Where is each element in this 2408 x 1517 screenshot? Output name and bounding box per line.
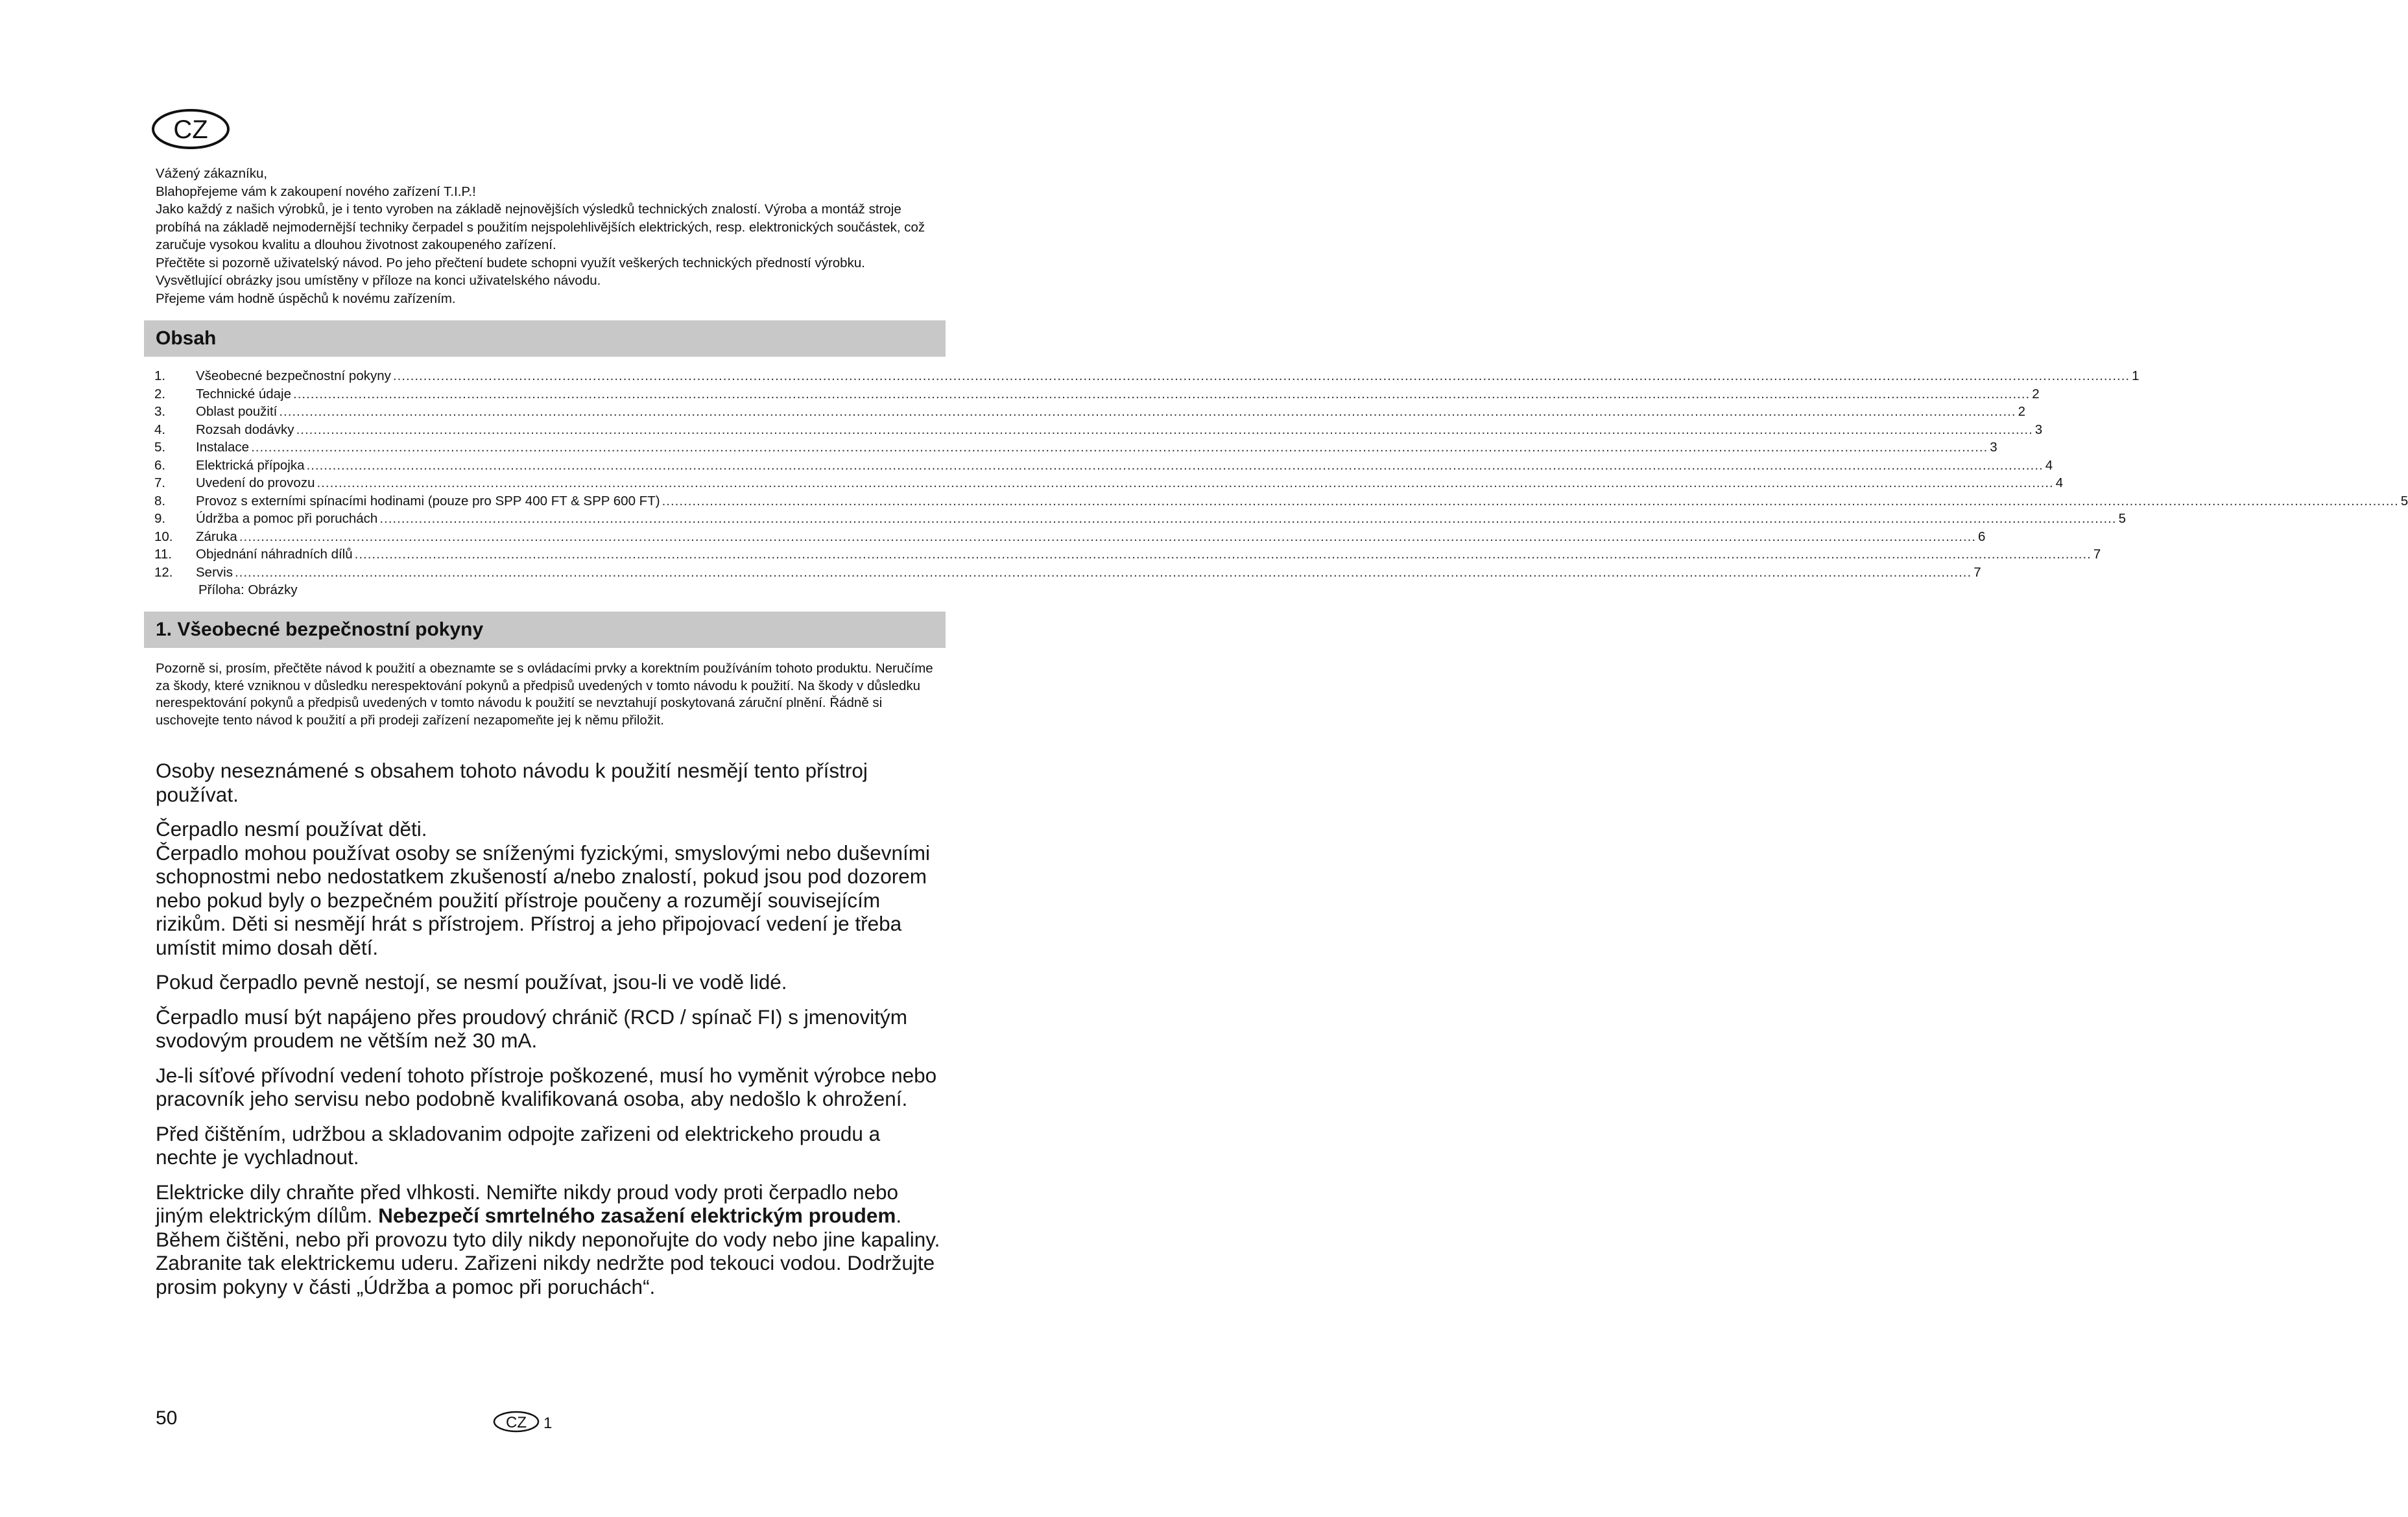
toc-item-number: 3.: [154, 404, 166, 419]
toc-heading: Obsah: [144, 320, 946, 357]
toc-item: [154, 510, 2126, 528]
toc-item: [154, 474, 2064, 492]
toc-item-page: 6: [1978, 529, 1986, 544]
safety-paragraph: [156, 1180, 940, 1299]
electrocution-warning: Nebezpečí smrtelného zasažení elektrickým proudem: [378, 1204, 896, 1227]
footer-logo-index: 1: [543, 1415, 553, 1432]
toc-item-title: Údržba a pomoc při poruchách: [196, 511, 378, 526]
toc-item-page: 3: [2034, 422, 2043, 437]
toc-item-number: 10.: [154, 529, 173, 544]
electrical-warning-pre: Elektricke dily chraňte před vlhkosti. Nemiřte nikdy proud vody proti čerpadlo nebo jiným elektrickým dílům.: [156, 1180, 899, 1227]
toc-item-page: 5: [2118, 511, 2126, 526]
toc-item: [154, 564, 1981, 582]
toc-leader-dots: ................................................................................................................................................................................................................................................................................................................................................................................................................: [354, 547, 2092, 562]
intro-paragraph: Přečtěte si pozorně uživatelský návod. Po jeho přečtení budete schopni využít veškerých technických předností výrobku. Vysvětlující obrázky jsou umístěny v příloze na konci uživatelského návodu.: [156, 255, 865, 288]
children-warning: Čerpadlo nesmí používat děti.: [156, 817, 427, 841]
toc-item: [154, 421, 2043, 439]
table-of-contents: [154, 367, 2408, 599]
toc-item-number: 1.: [154, 368, 166, 383]
toc-leader-dots: ................................................................................................................................................................................................................................................................................................................................................................................................................: [239, 529, 1977, 544]
toc-item-page: 4: [2045, 457, 2053, 473]
reduced-abilities-note: Čerpadlo mohou používat osoby se sníženými fyzickými, smyslovými nebo duševními schopnostmi nebo nedostatkem zkušeností a/nebo znalostí, pokud jsou pod dozorem nebo pokud byly o bezpečném použití přístroje poučeny a rozumějí souvisejícím rizikům. Děti si nesmějí hrát s přístrojem. Přístroj a jeho připojovací vedení je třeba umístit mimo dosah dětí.: [156, 841, 930, 959]
toc-leader-dots: ................................................................................................................................................................................................................................................................................................................................................................................................................: [306, 457, 2044, 473]
toc-leader-dots: ................................................................................................................................................................................................................................................................................................................................................................................................................: [251, 440, 1988, 455]
toc-item-page: 2: [2018, 404, 2025, 419]
toc-item-page: 5: [2400, 493, 2408, 508]
toc-item: [154, 457, 2053, 475]
toc-item-title: Záruka: [196, 529, 237, 544]
toc-item: [154, 403, 2025, 421]
safety-paragraph: Je-li síťové přívodní vedení tohoto přístroje poškozené, musí ho vyměnit výrobce nebo pracovník jeho servisu nebo podobně kvalifikovaná osoba, aby nedošlo k ohrožení.: [156, 1063, 937, 1110]
toc-item-page: 1: [2132, 368, 2140, 383]
toc-appendix: Příloha: Obrázky: [198, 582, 298, 597]
toc-item-number: 5.: [154, 440, 166, 455]
safety-paragraph: Pokud čerpadlo pevně nestojí, se nesmí používat, jsou-li ve vodě lidé.: [156, 970, 787, 994]
safety-paragraph: Čerpadlo musí být napájeno přes proudový chránič (RCD / spínač FI) s jmenovitým svodovým proudem ne větším než 30 mA.: [156, 1005, 907, 1052]
toc-item-number: 8.: [154, 493, 166, 508]
toc-item-title: Provoz s externími spínacími hodinami (pouze pro SPP 400 FT & SPP 600 FT): [196, 493, 660, 508]
cz-logo-text: CZ: [173, 115, 208, 144]
toc-leader-dots: ................................................................................................................................................................................................................................................................................................................................................................................................................: [234, 564, 1972, 580]
toc-item-number: 9.: [154, 511, 166, 526]
toc-item-title: Uvedení do provozu: [196, 475, 315, 490]
toc-item-title: Všeobecné bezpečnostní pokyny: [196, 368, 391, 383]
safety-paragraph: Osoby neseznámené s obsahem tohoto návodu k použití nesmějí tento přístroj používat.: [156, 759, 868, 806]
greeting: Vážený zákazníku,: [156, 166, 268, 181]
section-1-intro-text: Pozorně si, prosím, přečtěte návod k použití a obeznamte se s ovládacími prvky a korektním používáním tohoto produktu. Neručíme za škody, které vzniknou v důsledku nerespektování pokynů a předpisů uvedených v tomto návodu k použití. Na škody v důsledku nerespektování pokynů a předpisů uvedených v tomto návodu k použití se nevztahují poskytovaná záruční plnění. Řádně si uschovejte tento návod k použití a při prodeji zařízení nezapomeňte jej k němu přiložit.: [156, 661, 933, 728]
intro-closing: Přejeme vám hodně úspěchů k novému zařízením.: [156, 291, 456, 306]
toc-leader-dots: ................................................................................................................................................................................................................................................................................................................................................................................................................: [662, 493, 2399, 508]
toc-item: [154, 367, 2140, 385]
toc-leader-dots: ................................................................................................................................................................................................................................................................................................................................................................................................................: [296, 422, 2033, 437]
toc-leader-dots: ................................................................................................................................................................................................................................................................................................................................................................................................................: [279, 404, 2016, 419]
toc-item: [154, 385, 2040, 403]
cz-country-logo: [150, 108, 231, 150]
toc-item-number: 7.: [154, 475, 166, 490]
toc-item-page: 4: [2055, 475, 2064, 490]
intro-paragraph: Jako každý z našich výrobků, je i tento vyroben na základě nejnovějších výsledků technických znalostí. Výroba a montáž stroje probíhá na základě nejmodernější techniky čerpadel s použitím nejspolehlivějších elektrických, resp. elektronických součástek, což zaručuje vysokou kvalitu a dlouhou životnost zakoupeného zařízení.: [156, 202, 925, 252]
section-1-intro: [156, 660, 934, 729]
safety-paragraph: Před čištěním, udržbou a skladovanim odpojte zařizeni od elektrickeho proudu a nechte je vychladnout.: [156, 1121, 881, 1169]
toc-item-page: 7: [1973, 564, 1981, 580]
congratulation: Blahopřejeme vám k zakoupení nového zařízení T.I.P.!: [156, 184, 476, 199]
footer-logo-text: CZ: [506, 1414, 527, 1431]
toc-item-title: Oblast použití: [196, 404, 278, 419]
toc-leader-dots: ................................................................................................................................................................................................................................................................................................................................................................................................................: [316, 475, 2054, 490]
toc-item: [154, 528, 1986, 546]
toc-item-title: Objednání náhradních dílů: [196, 547, 353, 562]
safety-paragraph: [156, 817, 940, 959]
toc-item-number: 4.: [154, 422, 166, 437]
section-1-heading: 1. Všeobecné bezpečnostní pokyny: [144, 612, 946, 648]
toc-item-title: Rozsah dodávky: [196, 422, 294, 437]
toc-item-title: Servis: [196, 564, 233, 580]
toc-leader-dots: ................................................................................................................................................................................................................................................................................................................................................................................................................: [379, 511, 2117, 526]
toc-item-number: 12.: [154, 564, 173, 580]
intro-text: [156, 165, 934, 307]
toc-item-number: 6.: [154, 457, 166, 473]
toc-item-title: Instalace: [196, 440, 250, 455]
safety-instructions: [156, 759, 940, 1309]
toc-item-page: 2: [2032, 386, 2040, 401]
toc-leader-dots: ................................................................................................................................................................................................................................................................................................................................................................................................................: [293, 386, 2031, 401]
toc-item: [154, 492, 2408, 510]
toc-item: [154, 438, 1997, 457]
toc-item-number: 2.: [154, 386, 166, 401]
toc-item: [154, 545, 2101, 564]
toc-item-number: 11.: [154, 547, 172, 562]
footer-cz-logo: [492, 1410, 564, 1433]
toc-item-page: 7: [2093, 547, 2101, 562]
page-number: 50: [156, 1407, 178, 1429]
toc-item-title: Technické údaje: [196, 386, 292, 401]
toc-leader-dots: ................................................................................................................................................................................................................................................................................................................................................................................................................: [392, 368, 2130, 383]
toc-item-title: Elektrická přípojka: [196, 457, 305, 473]
electrical-warning-post: . Během čištěni, nebo při provozu tyto dily nikdy neponořujte do vody nebo jine kapaliny. Zabranite tak elektrickemu uderu. Zařizeni nikdy nedržte pod tekouci vodou. Dodržujte prosim pokyny v části „Údržba a pomoc při poruchách“.: [156, 1204, 940, 1298]
toc-item-page: 3: [1990, 440, 1997, 455]
